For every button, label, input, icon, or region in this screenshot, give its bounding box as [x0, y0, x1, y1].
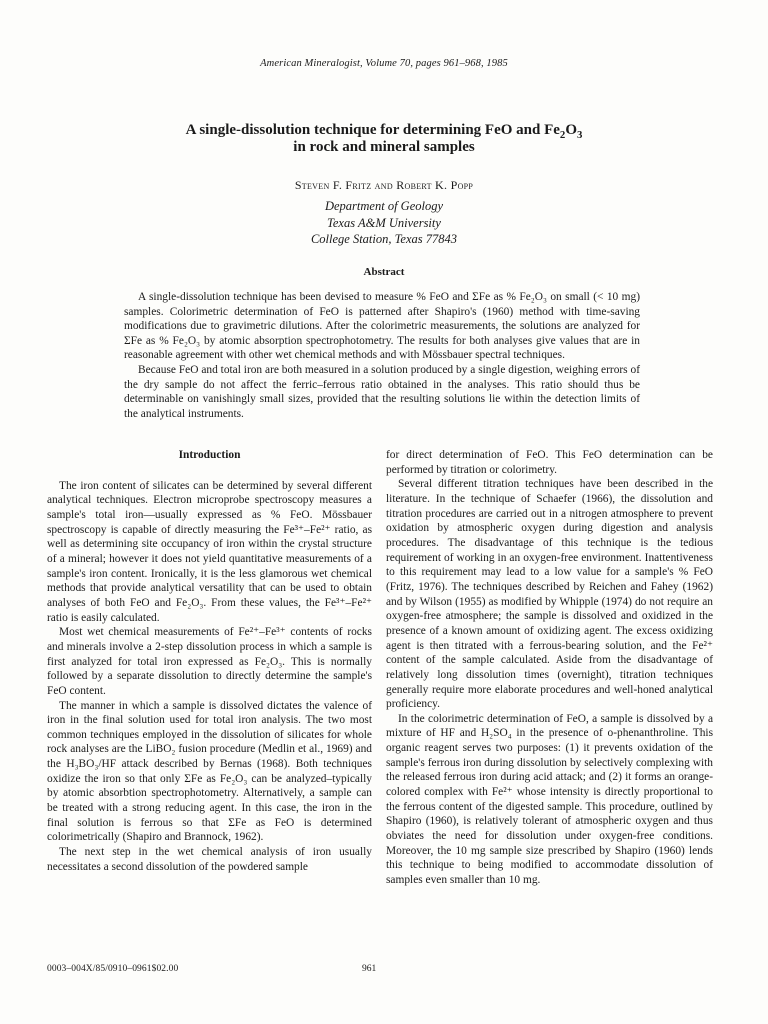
affiliation-address: College Station, Texas 77843	[310, 232, 458, 246]
title-line-2: in rock and mineral samples	[293, 139, 475, 155]
abstract-paragraph: A single-dissolution technique has been devised to measure % FeO and ΣFe as % Fe₂O₃ on small (< 10 mg) samples. Colorimetric determination of FeO is patterned after Shapiro's (1960) method with time-saving modifications due to gravimetric dilutions. After the colorimetric measurements, the solutions are analyzed for ΣFe as % Fe₂O₃ by atomic absorption spectrophotometry. The results for both analyses give values that are in reasonable agreement with other wet chemical methods and with Mössbauer spectral techniques.	[124, 291, 640, 362]
body-paragraph: Most wet chemical measurements of Fe²⁺–Fe³⁺ contents of rocks and minerals involve a 2-step dissolution process in which a sample is first analyzed for total iron expressed as Fe₂O₃. This is normally followed by a separate dissolution to directly determine the sample's FeO content.	[47, 626, 372, 697]
footer-code: 0003–004X/85/0910–0961$02.00	[47, 964, 179, 974]
authors: Steven F. Fritz and Robert K. Popp	[294, 178, 474, 192]
body-paragraph: The iron content of silicates can be determined by several different analytical techniques. Electron microprobe spectroscopy measures a sample's total iron—usually expressed as % FeO. Mössbauer spectroscopy is capable of directly measuring the Fe³⁺–Fe²⁺ ratio, as well as determining site occupancy of iron within the crystal structure of a mineral; however it does not yield quantitative measurements of a sample's iron content. Ironically, it is the less glamorous wet chemical methods that provide analytical versatility that can be used to obtain analyses of both FeO and Fe₂O₃. From these values, the Fe³⁺–Fe²⁺ ratio is easily calculated.	[47, 479, 372, 624]
section-heading-introduction: Introduction	[178, 449, 241, 461]
abstract-body	[124, 290, 640, 421]
paper-title	[100, 122, 668, 156]
right-column	[386, 448, 713, 888]
abstract-heading: Abstract	[363, 266, 405, 278]
journal-header: American Mineralogist, Volume 70, pages 961–968, 1985	[260, 58, 508, 69]
body-paragraph: Several different titration techniques have been described in the literature. In the technique of Schaefer (1966), the dissolution and titration procedures are carried out in a nitrogen atmosphere to prevent oxidation by atmospheric oxygen during digestion and analysis procedures. The disadvantage of this technique is the tedious requirement of working in an oxygen-free environment. Inattentiveness to this requirement may lead to a low value for a sample's % FeO (Fritz, 1976). The techniques described by Reichen and Fahey (1962) and by Wilson (1955) as modified by Whipple (1974) do not require an oxygen-free atmosphere; the sample is dissolved and oxidized in the presence of a known amount of oxidizing agent. The excess oxidizing agent is then titrated with a ferrous-bearing solution, and the Fe²⁺ content of the sample calculated. Aside from the disadvantage of relatively long dissolution times (overnight), titration techniques generally require more elaborate procedures and well-honed analytical proficiency.	[386, 478, 713, 711]
body-paragraph: for direct determination of FeO. This FeO determination can be performed by titration or colorimetry.	[386, 449, 713, 476]
body-paragraph: In the colorimetric determination of FeO, a sample is dissolved by a mixture of HF and H₂SO₄ in the presence of o-phenanthroline. This organic reagent serves two purposes: (1) it prevents oxidation of the sample's ferrous iron during dissolution by selectively complexing with the released ferrous iron during acid attack; and (2) it forms an orange-colored complex with Fe²⁺ whose intensity is directly proportional to the ferrous content of the digested sample. This procedure, outlined by Shapiro (1960), is relatively tolerant of atmospheric oxygen and thus obviates the need for dissolution under oxygen-free conditions. Moreover, the 10 mg sample size prescribed by Shapiro (1960) lends this technique to being modified to accommodate dissolution of samples even smaller than 10 mg.	[386, 712, 713, 887]
abstract-paragraph: Because FeO and total iron are both measured in a solution produced by a single digestion, weighing errors of the dry sample do not affect the ferric–ferrous ratio obtained in the analyses. This ratio should thus be determinable on vanishingly small sizes, provided that the resulting solutions lie within the detection limits of the analytical instruments.	[124, 363, 640, 420]
body-paragraph: The manner in which a sample is dissolved dictates the valence of iron in the final solution used for total iron analysis. The two most common techniques employed in the dissolution of silicates for whole rock analyses are the LiBO₂ fusion procedure (Medlin et al., 1969) and the H₃BO₃/HF attack described by Bernas (1968). Both techniques oxidize the iron so that only ΣFe as Fe₂O₃ can be analyzed–typically by atomic absorbtion spectrophotometry. Alternatively, a sample can be treated with a strong reducing agent. In this case, the iron in the final solution is ferrous so that ΣFe as FeO is determined colorimetrically (Shapiro and Brannock, 1962).	[47, 699, 372, 844]
affiliation-university: Texas A&M University	[327, 215, 441, 230]
affiliation	[0, 198, 768, 248]
page-number: 961	[362, 964, 377, 974]
left-column	[47, 448, 372, 874]
affiliation-department: Department of Geology	[324, 199, 444, 213]
body-paragraph: The next step in the wet chemical analysis of iron usually necessitates a second dissolution of the powdered sample	[47, 846, 372, 873]
title-line-1: A single-dissolution technique for determining FeO and $Fe_2O_3$	[185, 122, 583, 141]
